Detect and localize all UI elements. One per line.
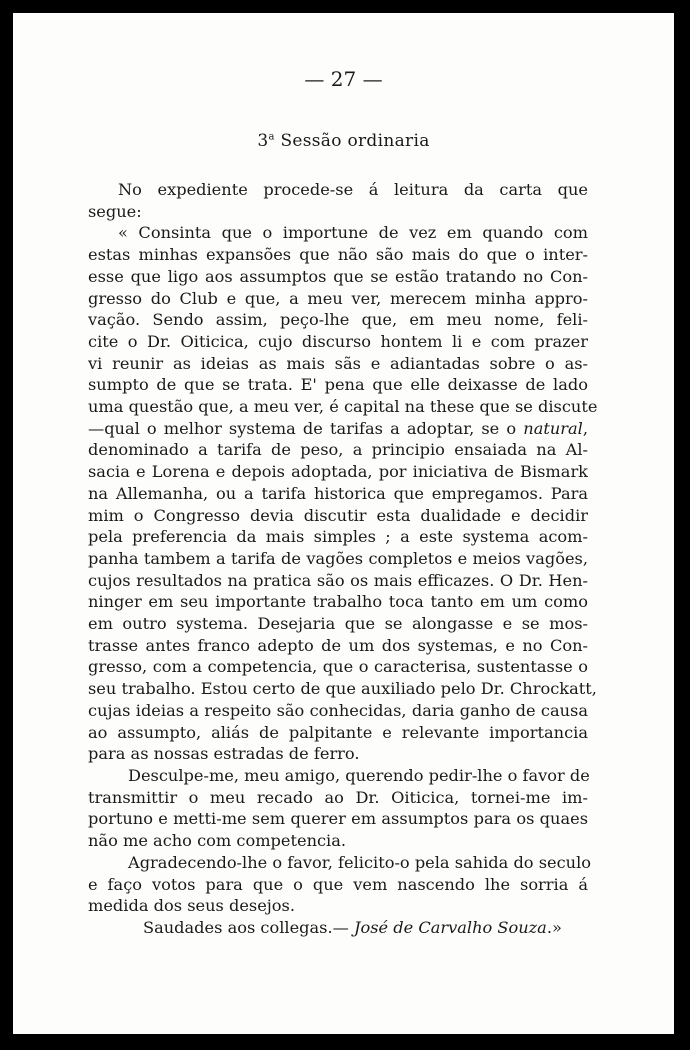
text-line: cite o Dr. Oiticica, cujo discurso hontem li e com prazer [88,331,588,351]
line-text: , [582,418,588,438]
text-line: sacia e Lorena e depois adoptada, por iniciativa de Bismark [88,462,588,482]
letter-body [88,179,598,939]
text-line: vi reunir as ideias as mais sãs e adiantadas sobre o as- [88,353,588,373]
text-line: pela preferencia da mais simples ; a este systema acom- [88,527,588,547]
text-line: uma questão que, a meu ver, é capital na these que se discute [88,397,598,417]
text-line: portuno e metti-me sem querer em assumptos para os quaes [88,809,588,829]
text-line: panha tambem a tarifa de vagões completos e meios vagões, [88,548,588,568]
text-line: transmittir o meu recado ao Dr. Oiticica, tornei-me im- [88,787,588,807]
text-line: No expediente procede-se á leitura da carta que [118,180,588,199]
text-line: não me acho com competencia. [88,831,347,851]
text-line: segue: [88,201,142,221]
text-line: Desculpe-me, meu amigo, querendo pedir-lhe o favor de [128,765,590,785]
book-page [13,13,674,1034]
text-line: em outro systema. Desejaria que se alongasse e se mos- [88,614,588,634]
text-line: ninger em seu importante trabalho toca tanto em um como [88,592,588,612]
text-line: esse que ligo aos assumptos que se estão tratando no Con- [88,266,588,286]
signature-line [88,917,588,939]
heading-ordinal: a [268,131,275,143]
author-name: José de Carvalho Souza [353,917,547,937]
text-line [88,418,588,440]
page-number: — 27 — [304,67,383,91]
text-line: cujos resultados na pratica são os mais efficazes. O Dr. Hen- [88,570,588,590]
text-line: na Allemanha, ou a tarifa historica que empregamos. Para [88,483,588,503]
text-line: estas minhas expansões que não são mais do que o inter- [88,245,588,265]
line-text: —qual o melhor systema de tarifas a adoptar, se o [88,418,524,438]
text-line: seu trabalho. Estou certo de que auxiliado pelo Dr. Chrockatt, [88,679,597,699]
line-text: Saudades aos collegas.— [143,917,354,937]
text-line: medida dos seus desejos. [88,896,295,916]
text-line: e faço votos para que o que vem nascendo lhe sorria á [88,874,588,894]
italic-word: natural [523,418,583,438]
text-line: ao assumpto, aliás de palpitante e relevante importancia [88,722,588,742]
text-line: mim o Congresso devia discutir esta dualidade e decidir [88,505,588,525]
text-line: trasse antes franco adepto de um dos systemas, e no Con- [88,635,588,655]
text-line: sumpto de que se trata. E' pena que elle deixasse de lado [88,375,588,395]
section-heading [13,131,674,151]
heading-text: Sessão ordinaria [274,131,430,151]
text-line: cujas ideias a respeito são conhecidas, daria ganho de causa [88,700,588,720]
line-text: .» [546,917,562,937]
text-line: vação. Sendo assim, peço-lhe que, em meu nome, feli- [88,310,588,330]
text-line: para as nossas estradas de ferro. [88,744,360,764]
heading-number: 3 [257,131,269,151]
text-line: Agradecendo-lhe o favor, felicito-o pela sahida do seculo [128,852,592,872]
text-line: gresso, com a competencia, que o caracterisa, sustentasse o [88,657,588,677]
text-line: denominado a tarifa de peso, a principio ensaiada na Al- [88,440,588,460]
text-line: gresso do Club e que, a meu ver, merecem minha appro- [88,288,588,308]
text-line: « Consinta que o importune de vez em quando com [118,223,588,243]
